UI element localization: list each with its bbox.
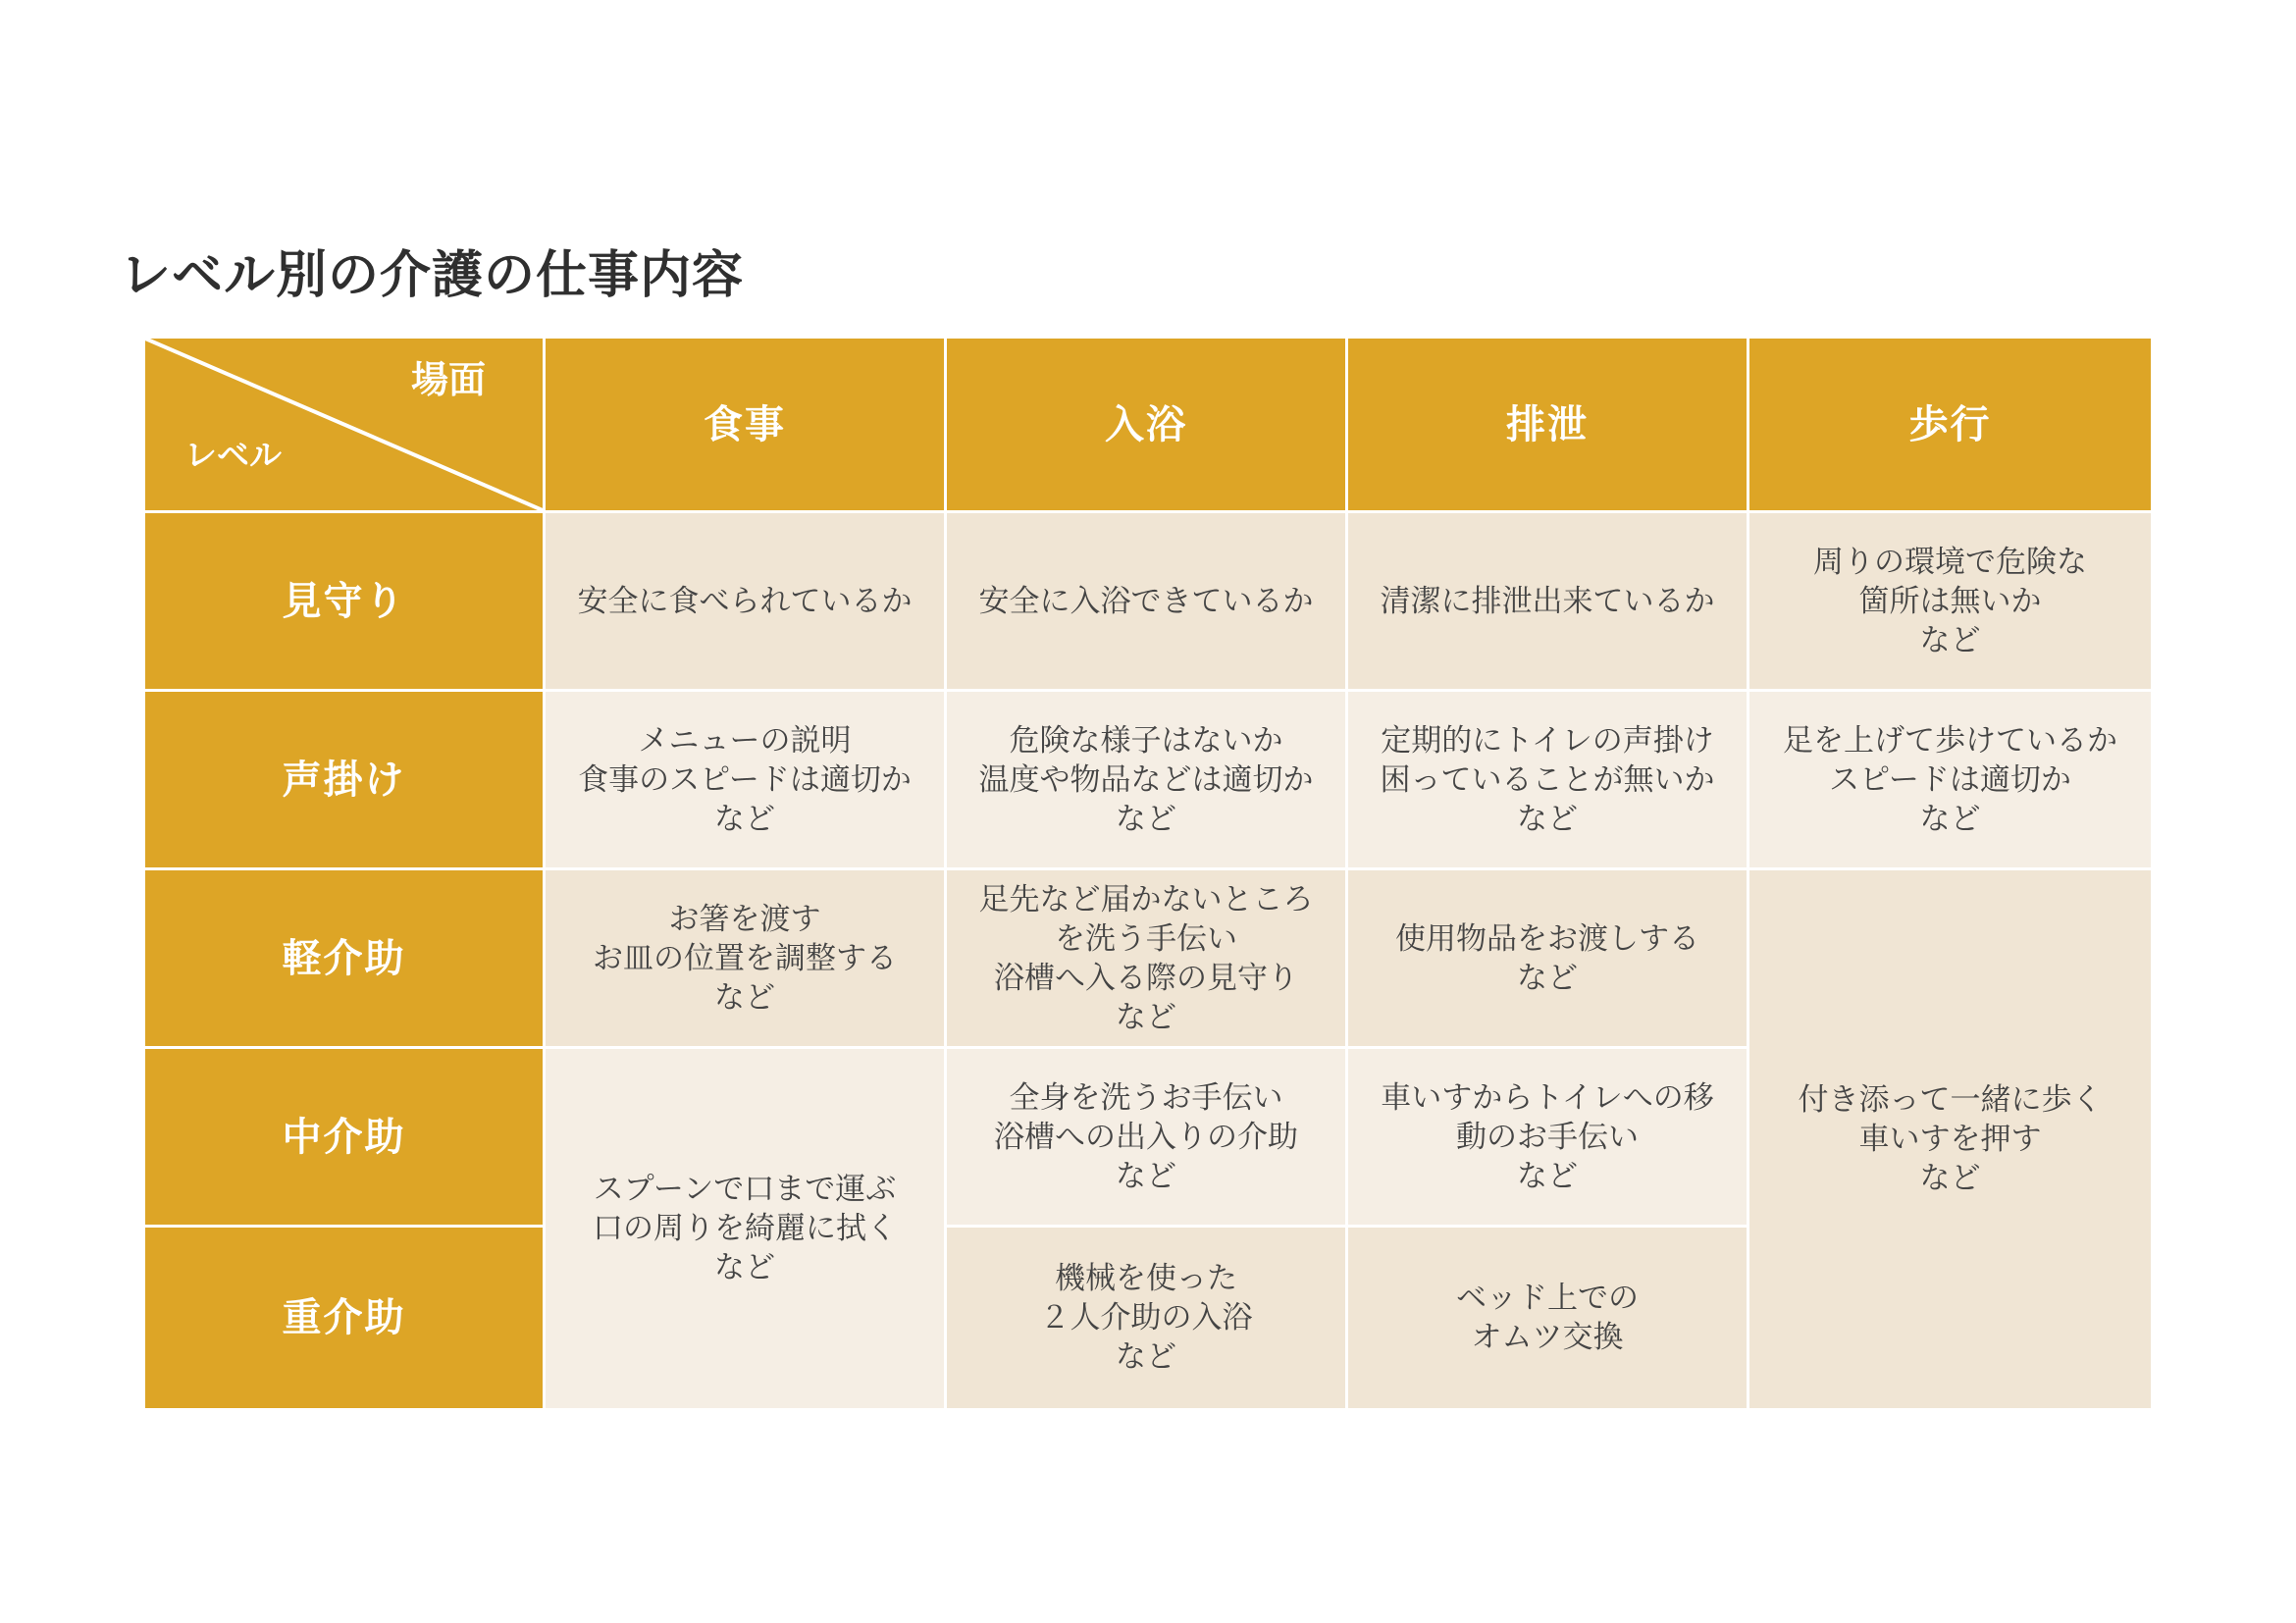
cell-chu-bath: 全身を洗うお手伝い 浴槽への出入りの介助 など [947, 1049, 1348, 1228]
cell-koekake-bath: 危険な様子はないか 温度や物品などは適切か など [947, 692, 1348, 870]
cell-chu-toilet: 車いすからトイレへの移 動のお手伝い など [1348, 1049, 1749, 1228]
column-header-toilet: 排泄 [1348, 339, 1749, 513]
row-header-koekake: 声掛け [145, 692, 546, 870]
cell-mimamori-bath: 安全に入浴できているか [947, 513, 1348, 692]
cell-koekake-meal: メニューの説明 食事のスピードは適切か など [546, 692, 947, 870]
cell-mimamori-toilet: 清潔に排泄出来ているか [1348, 513, 1749, 692]
cell-kei-bath: 足先など届かないところ を洗う手伝い 浴槽へ入る際の見守り など [947, 870, 1348, 1049]
corner-level-label: レベル [184, 436, 282, 474]
cell-koekake-walk: 足を上げて歩けているか スピードは適切か など [1749, 692, 2151, 870]
cell-kei-chu-ju-walk: 付き添って一緒に歩く 車いすを押す など [1749, 870, 2151, 1408]
cell-kei-meal: お箸を渡す お皿の位置を調整する など [546, 870, 947, 1049]
cell-ju-toilet: ベッド上での オムツ交換 [1348, 1228, 1749, 1408]
corner-scene-label: 場面 [410, 358, 486, 401]
care-level-table [145, 339, 2151, 1408]
row-header-ju: 重介助 [145, 1228, 546, 1408]
row-header-kei: 軽介助 [145, 870, 546, 1049]
column-header-walk: 歩行 [1749, 339, 2151, 513]
page-title: レベル別の介護の仕事内容 [120, 246, 745, 305]
cell-kei-toilet: 使用物品をお渡しする など [1348, 870, 1749, 1049]
cell-mimamori-walk: 周りの環境で危険な 箇所は無いか など [1749, 513, 2151, 692]
row-header-mimamori: 見守り [145, 513, 546, 692]
cell-ju-bath: 機械を使った ２人介助の入浴 など [947, 1228, 1348, 1408]
column-header-meal: 食事 [546, 339, 947, 513]
cell-koekake-toilet: 定期的にトイレの声掛け 困っていることが無いか など [1348, 692, 1749, 870]
column-header-bath: 入浴 [947, 339, 1348, 513]
row-header-chu: 中介助 [145, 1049, 546, 1228]
table-corner-header [145, 339, 546, 513]
cell-chu-ju-meal: スプーンで口まで運ぶ 口の周りを綺麗に拭く など [546, 1049, 947, 1408]
cell-mimamori-meal: 安全に食べられているか [546, 513, 947, 692]
